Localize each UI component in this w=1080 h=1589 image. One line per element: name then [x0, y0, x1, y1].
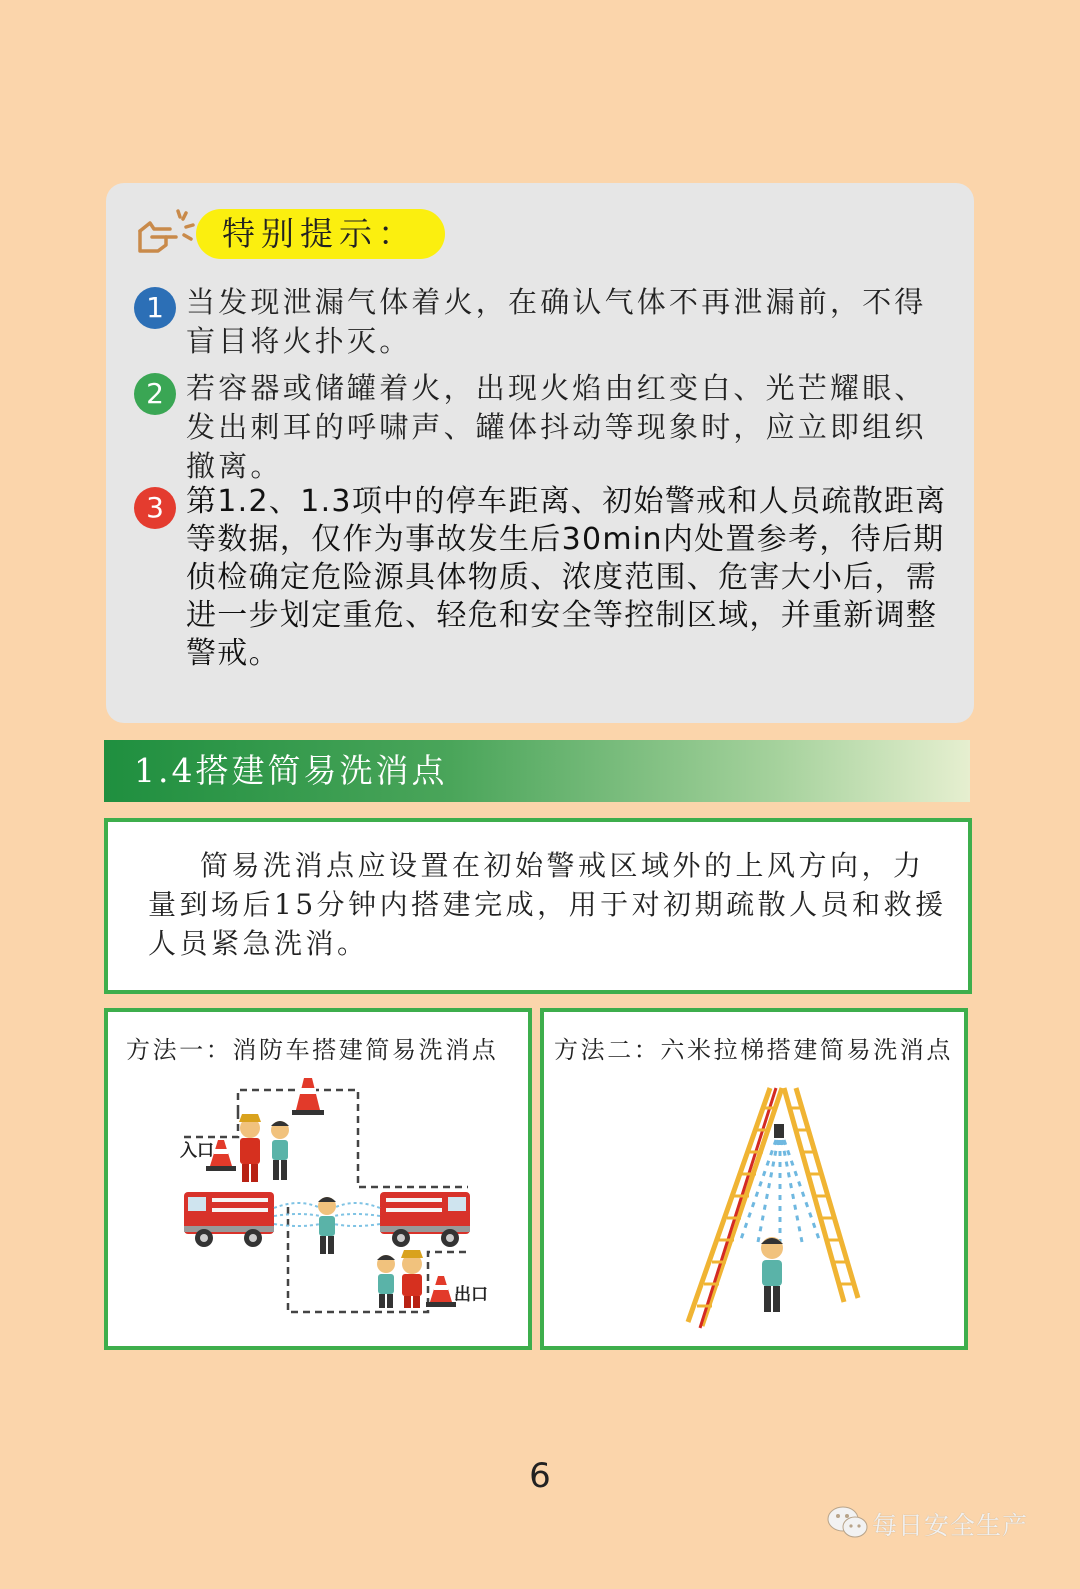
firefighter-icon [239, 1114, 261, 1182]
tip-text: 若容器或储罐着火，出现火焰由红变白、光芒耀眼、发出刺耳的呼啸声、罐体抖动等现象时，应立即组织撤离。 [186, 371, 927, 483]
method-2-label: 方法二：六米拉梯搭建简易洗消点 [554, 1036, 953, 1064]
section-header-bar [104, 740, 970, 802]
section-description-box [104, 818, 972, 994]
person-icon [377, 1255, 395, 1308]
section-description: 简易洗消点应设置在初始警戒区域外的上风方向，力量到场后15分钟内搭建完成，用于对初期疏散人员和救援人员紧急洗消。 [148, 849, 947, 960]
tip-item-2 [134, 369, 954, 486]
traffic-cone-icon [426, 1276, 456, 1307]
tip-number-badge: 3 [134, 487, 176, 529]
traffic-cone-icon [292, 1078, 324, 1115]
person-icon [318, 1197, 336, 1254]
page-number: 6 [529, 1456, 551, 1496]
firefighter-icon [401, 1250, 423, 1308]
tip-text: 当发现泄漏气体着火，在确认气体不再泄漏前，不得盲目将火扑灭。 [186, 285, 927, 358]
fire-truck-icon [184, 1192, 274, 1247]
section-title: 1.4搭建简易洗消点 [134, 751, 448, 790]
person-icon [271, 1121, 289, 1180]
wechat-icon [826, 1504, 870, 1540]
water-spray-icon [740, 1140, 820, 1242]
person-icon [761, 1237, 783, 1312]
method-1-box [104, 1008, 532, 1350]
exit-label: 出口 [454, 1285, 488, 1305]
tip-item-3 [134, 483, 954, 673]
tips-title: 特别提示： [196, 209, 445, 259]
fire-truck-icon [380, 1192, 470, 1247]
watermark-text: 每日安全生产 [872, 1511, 1029, 1540]
entrance-label: 入口 [180, 1141, 214, 1161]
method-2-box [540, 1008, 968, 1350]
method-1-label: 方法一：消防车搭建简易洗消点 [126, 1036, 499, 1064]
special-tips-box [106, 183, 974, 723]
tip-number-badge: 1 [134, 287, 176, 329]
tip-item-1 [134, 283, 954, 361]
pointing-hand-icon [136, 209, 196, 259]
tip-text: 第1.2、1.3项中的停车距离、初始警戒和人员疏散距离等数据，仅作为事故发生后30min内处置参考，待后期侦检确定危险源具体物质、浓度范围、危害大小后，需进一步划定重危、轻危和安全等控制区域，并重新调整警戒。 [186, 484, 947, 671]
tip-number-badge: 2 [134, 373, 176, 415]
